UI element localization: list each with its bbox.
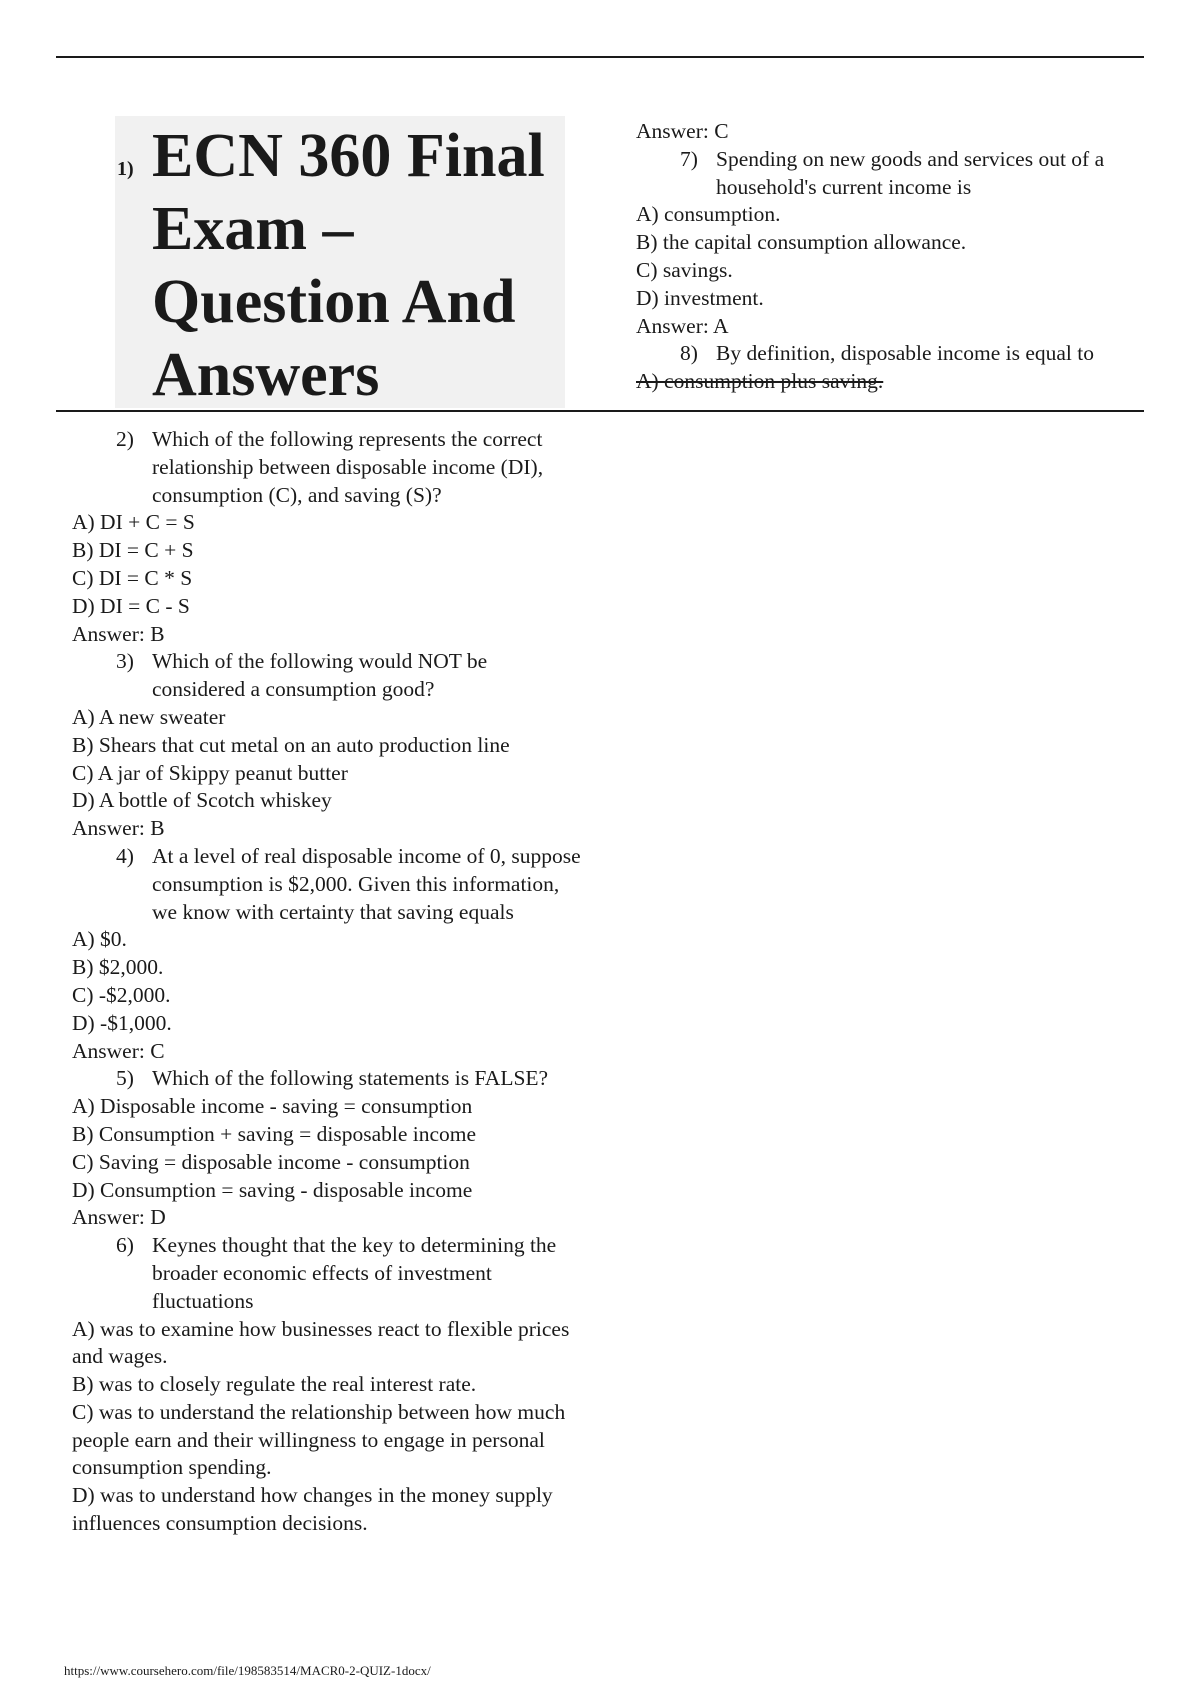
option-a: A) DI + C = S xyxy=(72,510,195,535)
question-6 xyxy=(72,1232,582,1315)
answer-previous: Answer: C xyxy=(636,119,729,143)
option-b: B) Shears that cut metal on an auto production line xyxy=(72,732,510,757)
question-text: Which of the following would NOT be considered a consumption good? xyxy=(152,649,488,702)
question-text: Keynes thought that the key to determining the broader economic effects of investment fluctuations xyxy=(152,1233,557,1313)
option-b: B) $2,000. xyxy=(72,955,164,980)
option-a: A) Disposable income - saving = consumption xyxy=(72,1094,473,1119)
option-d: D) A bottle of Scotch whiskey xyxy=(72,788,332,813)
option-a-cut: A) consumption plus saving. xyxy=(636,369,884,394)
question-text: Spending on new goods and services out of a household's current income is xyxy=(716,146,1105,199)
page-title: ECN 360 Final Exam – Question And Answers xyxy=(152,122,545,409)
option-a: A) $0. xyxy=(72,927,127,952)
question-number: 5) xyxy=(116,1066,134,1091)
question-number: 4) xyxy=(116,843,134,868)
top-rule xyxy=(56,56,1144,58)
left-column xyxy=(72,426,582,1538)
question-text: Which of the following statements is FALSE? xyxy=(152,1066,549,1091)
option-a: A) A new sweater xyxy=(72,704,226,729)
answer: Answer: B xyxy=(72,816,165,841)
answer: Answer: A xyxy=(636,313,729,338)
option-c: C) -$2,000. xyxy=(72,982,171,1007)
option-b: B) DI = C + S xyxy=(72,538,194,563)
question-5 xyxy=(72,1065,582,1093)
question-text: Which of the following represents the correct relationship between disposable income (DI), consumption (C), and saving (S)? xyxy=(152,427,544,507)
option-d: D) DI = C - S xyxy=(72,593,190,618)
option-b: B) was to closely regulate the real interest rate. xyxy=(72,1372,477,1397)
question-number: 3) xyxy=(116,649,134,674)
option-b: B) Consumption + saving = disposable income xyxy=(72,1121,477,1146)
option-c: C) DI = C * S xyxy=(72,565,193,590)
question-2 xyxy=(72,426,582,509)
option-c: C) Saving = disposable income - consumption xyxy=(72,1149,470,1174)
answer: Answer: D xyxy=(72,1205,166,1230)
option-d: D) -$1,000. xyxy=(72,1010,172,1035)
option-d: D) investment. xyxy=(636,285,764,310)
option-a: A) was to examine how businesses react to flexible prices and wages. xyxy=(72,1316,570,1369)
option-d: D) was to understand how changes in the money supply influences consumption decisions. xyxy=(72,1483,553,1536)
question-4 xyxy=(72,843,582,926)
right-column xyxy=(636,118,1136,396)
question-text: At a level of real disposable income of 0, suppose consumption is $2,000. Given this information, we know with certainty that saving equals xyxy=(152,843,581,924)
question-3 xyxy=(72,648,582,704)
question-number: 7) xyxy=(680,146,698,171)
option-c: C) A jar of Skippy peanut butter xyxy=(72,760,348,785)
question-number: 2) xyxy=(116,427,134,451)
answer: Answer: C xyxy=(72,1038,165,1063)
option-a: A) consumption. xyxy=(636,202,781,227)
footer-url: https://www.coursehero.com/file/198583514/MACR0-2-QUIZ-1docx/ xyxy=(64,1663,431,1678)
option-b: B) the capital consumption allowance. xyxy=(636,230,967,255)
question-number: 8) xyxy=(680,341,698,366)
section-rule xyxy=(56,410,1144,412)
question-8 xyxy=(636,340,1136,368)
question-7 xyxy=(636,146,1136,202)
title-number: 1) xyxy=(117,158,134,180)
answer: Answer: B xyxy=(72,621,165,646)
question-text: By definition, disposable income is equal to xyxy=(716,341,1094,366)
question-number: 6) xyxy=(116,1233,134,1258)
option-d: D) Consumption = saving - disposable income xyxy=(72,1177,473,1202)
option-c: C) was to understand the relationship between how much people earn and their willingness to engage in personal consumption spending. xyxy=(72,1399,566,1480)
option-c: C) savings. xyxy=(636,257,733,282)
